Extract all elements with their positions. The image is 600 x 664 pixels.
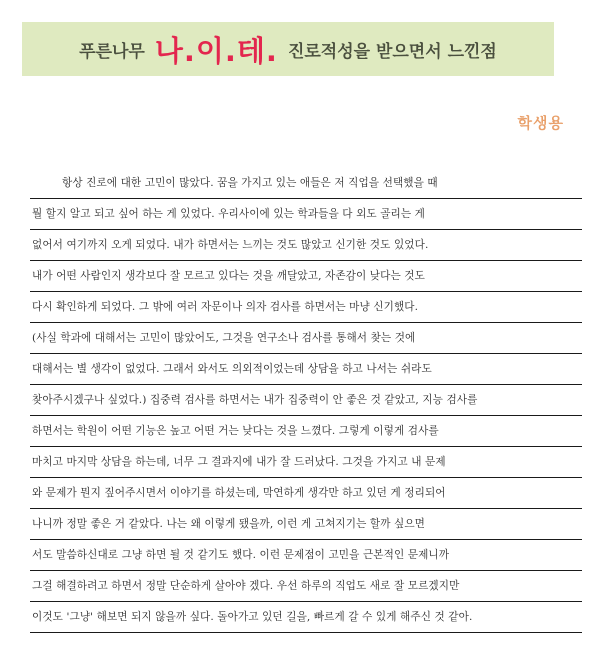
essay-line: 이것도 '그냥' 해보면 되지 않을까 싶다. 돌아가고 있던 길을, 빠르게 갈 수 있게 해주신 것 같아.	[30, 602, 582, 633]
title-banner	[22, 22, 554, 76]
essay-line: 나니까 정말 좋은 거 같았다. 나는 왜 이렇게 됐을까, 이런 게 고쳐지기는 할까 싶으면	[30, 509, 582, 540]
essay-line: 하면서는 학원이 어떤 기능은 높고 어떤 거는 낮다는 것을 느꼈다. 그렇게 이렇게 검사를	[30, 416, 582, 447]
essay-line: 그걸 해결하려고 하면서 정말 단순하게 살아야 겠다. 우선 하루의 직업도 새로 잘 모르겠지만	[30, 571, 582, 602]
essay-line: 내가 어떤 사람인지 생각보다 잘 모르고 있다는 것을 깨달았고, 자존감이 낮다는 것도	[30, 261, 582, 292]
essay-line: 찾아주시겠구나 싶었다.) 집중력 검사를 하면서는 내가 집중력이 안 좋은 것 같았고, 지능 검사를	[30, 385, 582, 416]
essay-line: 없어서 여기까지 오게 되었다. 내가 하면서는 느끼는 것도 많았고 신기한 것도 있었다.	[30, 230, 582, 261]
essay-line: 서도 말씀하신대로 그냥 하면 될 것 같기도 했다. 이런 문제점이 고민을 근본적인 문제니까	[30, 540, 582, 571]
essay-line: 항상 진로에 대한 고민이 많았다. 꿈을 가지고 있는 애들은 저 직업을 선택했을 때	[30, 168, 582, 199]
essay-line: 다시 확인하게 되었다. 그 밖에 여러 자문이나 의자 검사를 하면서는 마냥 신기했다.	[30, 292, 582, 323]
essay-line: 마치고 마지막 상담을 하는데, 너무 그 결과지에 내가 잘 드러났다. 그것을 가지고 내 문제	[30, 447, 582, 478]
essay-line: 대해서는 별 생각이 없었다. 그래서 와서도 의외적이었는데 상담을 하고 나서는 쉬라도	[30, 354, 582, 385]
essay-line: (사실 학과에 대해서는 고민이 많았어도, 그것을 연구소나 검사를 통해서 찾는 것에	[30, 323, 582, 354]
page-title: 진로적성을 받으면서 느낀점	[287, 41, 497, 62]
author-label: 학생용	[517, 114, 564, 132]
essay-line: 뭘 할지 알고 되고 싶어 하는 게 있었다. 우리사이에 있는 학과들을 다 외도 골리는 게	[30, 199, 582, 230]
essay-line: 와 문제가 뭔지 짚어주시면서 이야기를 하셨는데, 막연하게 생각만 하고 있던 게 정리되어	[30, 478, 582, 509]
brand-name: 나.이.테.	[154, 33, 278, 68]
header-prefix: 푸른나무	[79, 41, 145, 62]
handwritten-essay	[30, 168, 582, 633]
